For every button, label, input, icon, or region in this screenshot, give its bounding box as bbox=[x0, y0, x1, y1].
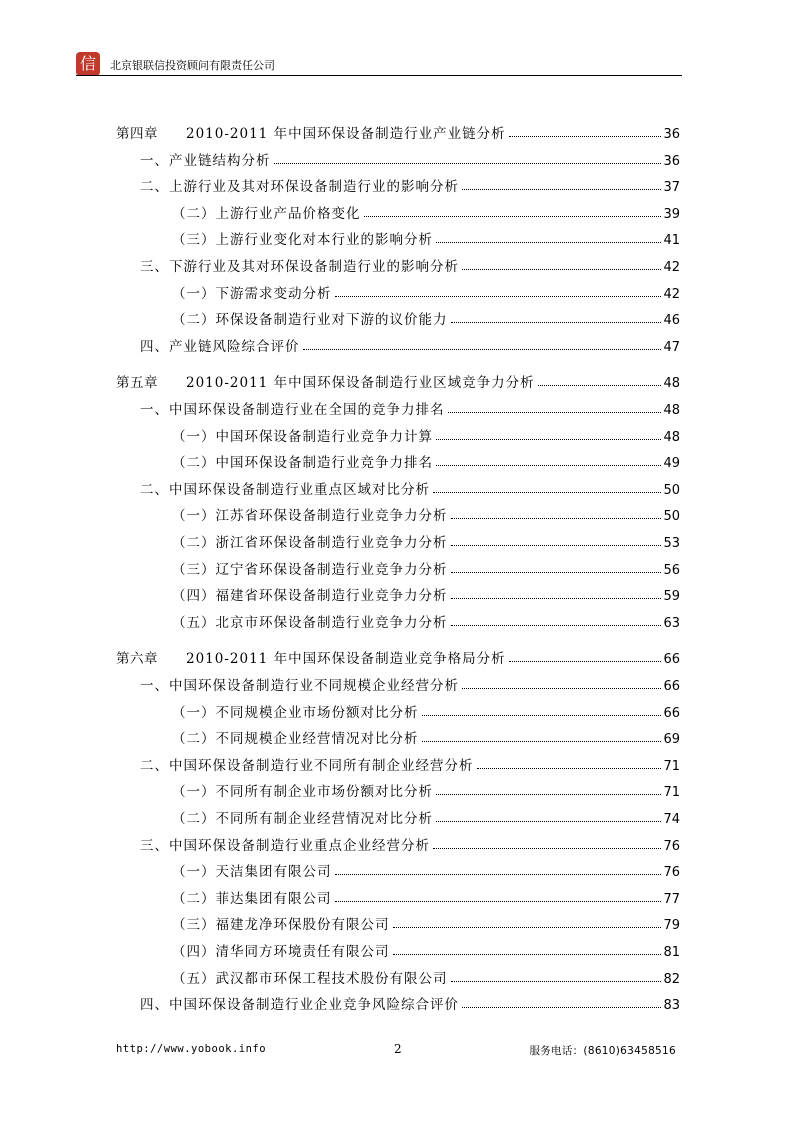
toc-entry-title: （四）福建省环保设备制造行业竞争力分析 bbox=[172, 588, 448, 605]
toc-entry-title: （二）环保设备制造行业对下游的议价能力 bbox=[172, 312, 448, 329]
toc-dot-leader bbox=[422, 741, 662, 742]
toc-subsection-entry[interactable] bbox=[172, 801, 680, 827]
company-logo-icon: 信 bbox=[76, 52, 100, 76]
toc-entry-title: （二）不同所有制企业经营情况对比分析 bbox=[172, 811, 433, 827]
toc-dot-leader bbox=[451, 981, 662, 982]
toc-chapter-label: 第六章 bbox=[116, 651, 158, 668]
toc-dot-leader bbox=[436, 439, 661, 440]
toc-entry-title: （二）菲达集团有限公司 bbox=[172, 890, 332, 907]
service-phone: 服务电话：(8610)63458516 bbox=[529, 1045, 676, 1057]
page-footer bbox=[116, 1043, 676, 1061]
toc-dot-leader bbox=[462, 269, 661, 270]
toc-section-entry[interactable] bbox=[140, 329, 680, 355]
toc-entry-title: 2010-2011 年中国环保设备制造业竞争格局分析 bbox=[186, 651, 506, 668]
toc-page-number: 48 bbox=[663, 376, 680, 392]
toc-page-number: 50 bbox=[663, 509, 680, 525]
toc-section-entry[interactable] bbox=[140, 828, 680, 854]
toc-entry-title: （三）福建龙净环保股份有限公司 bbox=[172, 917, 390, 934]
toc-dot-leader bbox=[335, 874, 662, 875]
toc-entry-title: （一）江苏省环保设备制造行业竞争力分析 bbox=[172, 508, 448, 525]
toc-page-number: 39 bbox=[663, 206, 680, 222]
toc-subsection-entry[interactable] bbox=[172, 552, 680, 578]
toc-page-number: 53 bbox=[663, 536, 680, 551]
toc-chapter-entry[interactable] bbox=[116, 116, 680, 142]
toc-entry-title: 2010-2011 年中国环保设备制造行业区域竞争力分析 bbox=[186, 375, 535, 392]
toc-entry-title: （五）北京市环保设备制造行业竞争力分析 bbox=[172, 614, 448, 631]
toc-page-number: 41 bbox=[663, 233, 680, 249]
toc-chapter-label: 第五章 bbox=[116, 375, 158, 392]
toc-dot-leader bbox=[436, 821, 661, 822]
toc-entry-title: 二、中国环保设备制造行业不同所有制企业经营分析 bbox=[140, 757, 474, 774]
toc-page-number: 63 bbox=[663, 615, 680, 631]
toc-entry-title: 二、上游行业及其对环保设备制造行业的影响分析 bbox=[140, 179, 459, 196]
toc-entry-title: 三、中国环保设备制造行业重点企业经营分析 bbox=[140, 837, 430, 854]
toc-subsection-entry[interactable] bbox=[172, 934, 680, 960]
toc-page-number: 82 bbox=[663, 971, 680, 987]
toc-dot-leader bbox=[433, 492, 661, 493]
toc-page-number: 76 bbox=[663, 865, 680, 881]
toc-dot-leader bbox=[538, 385, 662, 386]
toc-page-number: 49 bbox=[663, 456, 680, 472]
toc-subsection-entry[interactable] bbox=[172, 695, 680, 721]
toc-page-number: 76 bbox=[663, 838, 680, 854]
toc-section-entry[interactable] bbox=[140, 392, 680, 418]
toc-entry-title: （一）中国环保设备制造行业竞争力计算 bbox=[172, 428, 433, 445]
toc-subsection-entry[interactable] bbox=[172, 419, 680, 445]
toc-dot-leader bbox=[477, 768, 662, 769]
toc-page-number: 66 bbox=[663, 679, 680, 694]
toc-entry-title: （二）浙江省环保设备制造行业竞争力分析 bbox=[172, 535, 448, 551]
toc-page-number: 42 bbox=[663, 286, 680, 302]
toc-page-number: 37 bbox=[663, 180, 680, 196]
toc-page-number: 77 bbox=[663, 891, 680, 907]
toc-subsection-entry[interactable] bbox=[172, 907, 680, 933]
toc-page-number: 36 bbox=[663, 127, 680, 142]
toc-page-number: 47 bbox=[663, 339, 680, 355]
toc-entry-title: （三）上游行业变化对本行业的影响分析 bbox=[172, 232, 433, 249]
toc-dot-leader bbox=[364, 216, 662, 217]
toc-page-number: 83 bbox=[663, 998, 680, 1014]
toc-entry-title: （二）上游行业产品价格变化 bbox=[172, 205, 361, 222]
toc-entry-title: （五）武汉都市环保工程技术股份有限公司 bbox=[172, 970, 448, 987]
toc-page-number: 59 bbox=[663, 589, 680, 605]
toc-dot-leader bbox=[462, 1007, 661, 1008]
toc-dot-leader bbox=[451, 598, 662, 599]
toc-subsection-entry[interactable] bbox=[172, 276, 680, 302]
toc-dot-leader bbox=[509, 136, 662, 137]
toc-page-number: 66 bbox=[663, 652, 680, 668]
toc-dot-leader bbox=[451, 625, 662, 626]
toc-subsection-entry[interactable] bbox=[172, 525, 680, 551]
toc-page-number: 36 bbox=[663, 153, 680, 169]
toc-page-number: 46 bbox=[663, 313, 680, 329]
toc-entry-title: （一）下游需求变动分析 bbox=[172, 285, 332, 302]
toc-entry-title: 四、产业链风险综合评价 bbox=[140, 338, 300, 355]
toc-chapter-label: 第四章 bbox=[116, 126, 158, 142]
toc-dot-leader bbox=[451, 572, 662, 573]
toc-dot-leader bbox=[433, 848, 661, 849]
toc-page-number: 48 bbox=[663, 403, 680, 418]
toc-page-number: 48 bbox=[663, 429, 680, 445]
toc-section-entry[interactable] bbox=[140, 668, 680, 694]
toc-dot-leader bbox=[335, 901, 662, 902]
toc-subsection-entry[interactable] bbox=[172, 445, 680, 471]
toc-subsection-entry[interactable] bbox=[172, 578, 680, 604]
toc-dot-leader bbox=[422, 715, 662, 716]
toc-subsection-entry[interactable] bbox=[172, 721, 680, 747]
toc-entry-title: 四、中国环保设备制造行业企业竞争风险综合评价 bbox=[140, 997, 459, 1014]
toc-section-entry[interactable] bbox=[140, 143, 680, 169]
toc-entry-title: （一）不同所有制企业市场份额对比分析 bbox=[172, 784, 433, 801]
toc-entry-title: （三）辽宁省环保设备制造行业竞争力分析 bbox=[172, 561, 448, 578]
toc-page-number: 71 bbox=[663, 785, 680, 801]
toc-page-number: 79 bbox=[663, 918, 680, 934]
toc-dot-leader bbox=[303, 349, 662, 350]
toc-entry-title: （四）清华同方环境责任有限公司 bbox=[172, 944, 390, 960]
toc-page-number: 81 bbox=[663, 945, 680, 960]
toc-dot-leader bbox=[451, 518, 662, 519]
toc-dot-leader bbox=[393, 927, 662, 928]
toc-dot-leader bbox=[393, 954, 662, 955]
toc-entry-title: （二）中国环保设备制造行业竞争力排名 bbox=[172, 455, 433, 472]
page-header bbox=[76, 52, 682, 78]
header-divider bbox=[76, 75, 682, 76]
toc-subsection-entry[interactable] bbox=[172, 302, 680, 328]
toc-dot-leader bbox=[436, 242, 661, 243]
toc-page-number: 74 bbox=[663, 812, 680, 827]
toc-section-entry[interactable] bbox=[140, 472, 680, 498]
toc-dot-leader bbox=[462, 688, 661, 689]
toc-dot-leader bbox=[462, 189, 661, 190]
toc-dot-leader bbox=[436, 465, 661, 466]
toc-entry-title: 一、中国环保设备制造行业不同规模企业经营分析 bbox=[140, 678, 459, 694]
toc-entry-title: （二）不同规模企业经营情况对比分析 bbox=[172, 731, 419, 748]
toc-dot-leader bbox=[451, 545, 662, 546]
toc-entry-title: （一）天洁集团有限公司 bbox=[172, 864, 332, 881]
toc-subsection-entry[interactable] bbox=[172, 961, 680, 987]
toc-page-number: 69 bbox=[663, 732, 680, 748]
toc-entry-title: 一、产业链结构分析 bbox=[140, 152, 271, 169]
toc-subsection-entry[interactable] bbox=[172, 854, 680, 880]
toc-page-number: 71 bbox=[663, 758, 680, 774]
toc-dot-leader bbox=[436, 794, 661, 795]
page-number: 2 bbox=[394, 1042, 402, 1056]
toc-page-number: 50 bbox=[663, 482, 680, 498]
toc-entry-title: 一、中国环保设备制造行业在全国的竞争力排名 bbox=[140, 402, 445, 418]
toc-entry-title: 三、下游行业及其对环保设备制造行业的影响分析 bbox=[140, 259, 459, 275]
toc-subsection-entry[interactable] bbox=[172, 196, 680, 222]
toc-section-entry[interactable] bbox=[140, 249, 680, 275]
toc-subsection-entry[interactable] bbox=[172, 605, 680, 631]
company-name: 北京银联信投资顾问有限责任公司 bbox=[110, 59, 275, 72]
toc-subsection-entry[interactable] bbox=[172, 498, 680, 524]
toc-page-number: 66 bbox=[663, 705, 680, 721]
toc-chapter-entry[interactable] bbox=[116, 641, 680, 667]
toc-page-number: 42 bbox=[663, 260, 680, 275]
footer-url-link[interactable]: http://www.yobook.info bbox=[116, 1043, 267, 1055]
toc-entry-title: 2010-2011 年中国环保设备制造行业产业链分析 bbox=[186, 126, 506, 142]
toc-dot-leader bbox=[451, 322, 662, 323]
toc-entry-title: （一）不同规模企业市场份额对比分析 bbox=[172, 704, 419, 721]
toc-subsection-entry[interactable] bbox=[172, 222, 680, 248]
toc-chapter-entry[interactable] bbox=[116, 365, 680, 391]
toc-section-entry[interactable] bbox=[140, 169, 680, 195]
toc-dot-leader bbox=[335, 296, 662, 297]
toc-section-entry[interactable] bbox=[140, 987, 680, 1013]
toc-subsection-entry[interactable] bbox=[172, 881, 680, 907]
toc-page-number: 56 bbox=[663, 562, 680, 578]
toc-dot-leader bbox=[509, 661, 662, 662]
toc-entry-title: 二、中国环保设备制造行业重点区域对比分析 bbox=[140, 481, 430, 498]
toc-dot-leader bbox=[448, 412, 662, 413]
toc-subsection-entry[interactable] bbox=[172, 774, 680, 800]
toc-dot-leader bbox=[274, 163, 662, 164]
toc-section-entry[interactable] bbox=[140, 748, 680, 774]
